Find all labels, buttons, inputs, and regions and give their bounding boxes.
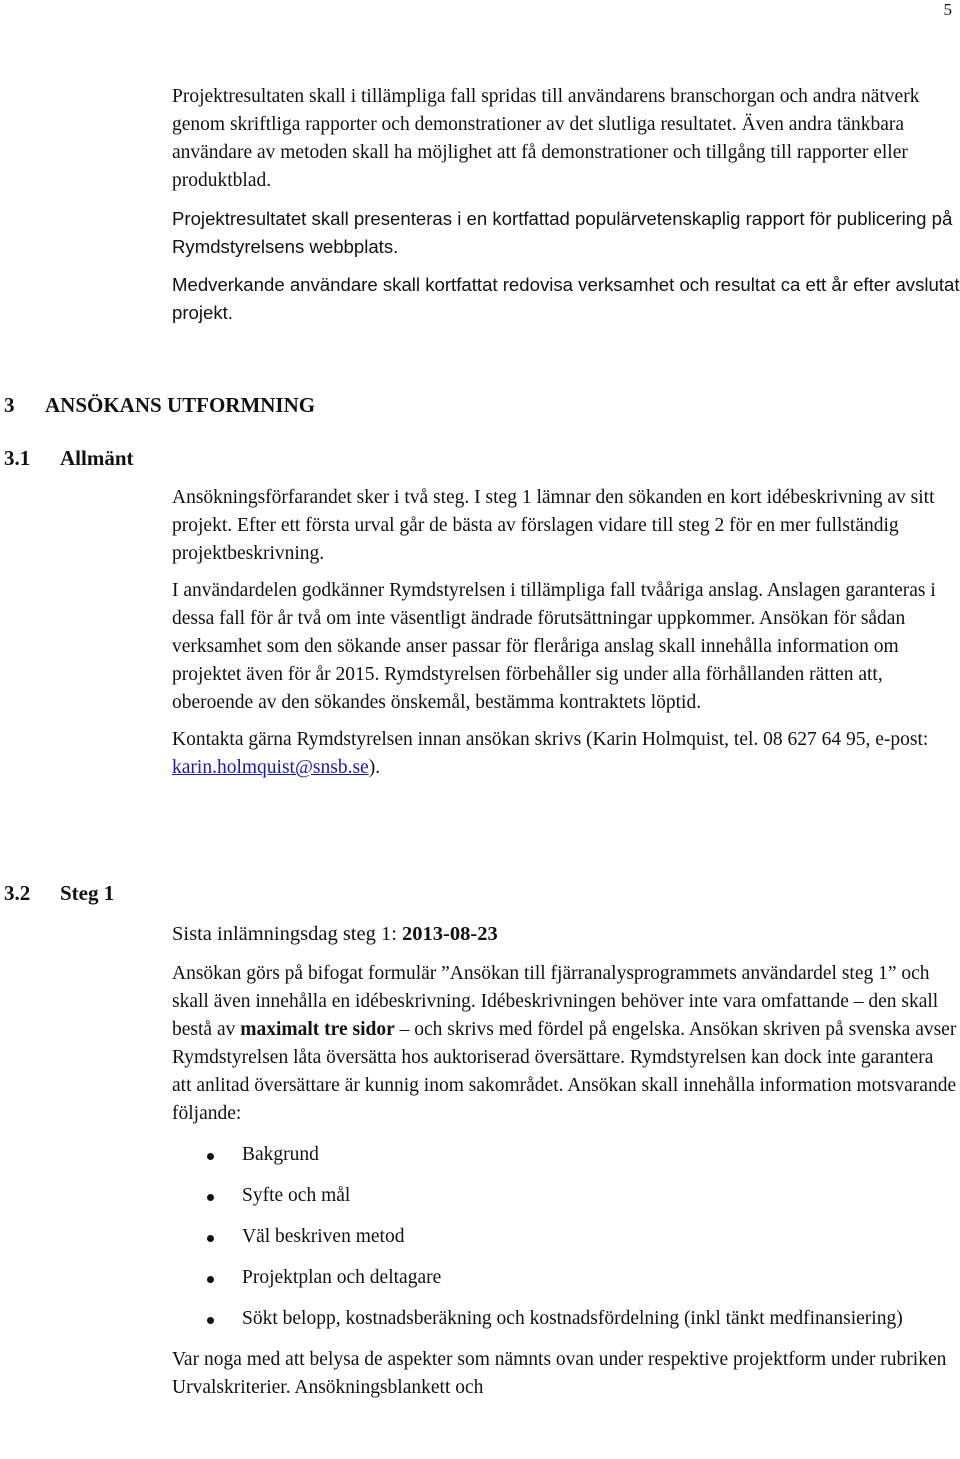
deadline-line <box>172 920 957 948</box>
page-limit-text: maximalt tre sidor <box>240 1019 395 1040</box>
contact-text: Kontakta gärna Rymdstyrelsen innan ansökan skrivs (Karin Holmquist, tel. 08 627 64 95, e-post: <box>172 729 929 750</box>
deadline-date: 2013-08-23 <box>402 923 498 945</box>
list-item: Projektplan och deltagare <box>172 1264 957 1292</box>
intro-paragraph-1: Projektresultaten skall i tillämpliga fall spridas till användarens branschorgan och andra nätverk genom skriftliga rapporter och demonstrationer av det slutliga resultatet. Även andra tänkbara användare av metoden skall ha möjlighet att få demonstrationer och tillgång till rapporter eller produktblad. <box>172 86 920 191</box>
contact-text-end: ). <box>368 757 381 778</box>
deadline-label: Sista inlämningsdag steg 1: <box>172 923 403 945</box>
list-item: Bakgrund <box>172 1141 957 1169</box>
section-3-heading <box>4 393 315 418</box>
intro-paragraph-2: Projektresultatet skall presenteras i en kortfattad populärvetenskaplig rapport för publicering på Rymdstyrelsens webbplats. <box>172 208 953 257</box>
bullet-icon <box>207 1317 214 1324</box>
section-3-1-number: 3.1 <box>4 446 31 470</box>
section-3-1-paragraph-2: I användardelen godkänner Rymdstyrelsen i tillämpliga fall tvååriga anslag. Anslagen garanteras i dessa fall för år två om inte väsentligt ändrade förutsättningar uppkommer. Ansökan för sådan verksamhet som den sökande anser passar för fleråriga anslag skall innehålla information om projektet även för år 2015. Rymdstyrelsen förbehåller sig under alla förhållanden rätten att, oberoende av den sökandes önskemål, bestämma kontraktets löptid. <box>172 580 936 713</box>
list-item: Sökt belopp, kostnadsberäkning och kostnadsfördelning (inkl tänkt medfinansiering) <box>172 1305 957 1333</box>
section-3-2-title: Steg 1 <box>60 881 115 905</box>
intro-block <box>172 83 960 327</box>
section-3-number: 3 <box>4 393 15 417</box>
list-item: Syfte och mål <box>172 1182 957 1210</box>
section-3-1-paragraph-3 <box>172 726 957 782</box>
bullet-icon <box>207 1235 214 1242</box>
application-text-start: Ansökan görs på bifogat formulär ”Ansökan till fjärranalysprogrammets användardel steg 1” och skall även innehålla en idébeskrivning. Idébeskrivningen behöver inte vara omfattande – den skall bestå av <box>172 963 939 1040</box>
section-3-1-paragraph-1: Ansökningsförfarandet sker i två steg. I steg 1 lämnar den sökanden en kort idébeskrivning av sitt projekt. Efter ett första urval går de bästa av förslagen vidare till steg 2 för en mer fullständig projektbeskrivning. <box>172 487 935 564</box>
section-3-title: ANSÖKANS UTFORMNING <box>45 393 316 417</box>
intro-paragraph-3: Medverkande användare skall kortfattat redovisa verksamhet och resultat ca ett år efter avslutat projekt. <box>172 274 960 323</box>
section-3-1-title: Allmänt <box>60 446 134 470</box>
bullet-icon <box>207 1194 214 1201</box>
bullet-icon <box>207 1276 214 1283</box>
list-item: Väl beskriven metod <box>172 1223 957 1251</box>
section-3-2-heading <box>4 881 114 906</box>
bullet-icon <box>207 1153 214 1160</box>
section-3-1-body <box>172 484 957 782</box>
section-3-2-number: 3.2 <box>4 881 31 905</box>
section-3-2-paragraph-1 <box>172 960 957 1128</box>
page-number: 5 <box>943 0 952 19</box>
section-3-2-paragraph-2: Var noga med att belysa de aspekter som nämnts ovan under respektive projektform under rubriken Urvalskriterier. Ansökningsblankett och <box>172 1349 947 1398</box>
section-3-2-body <box>172 920 957 1402</box>
required-content-list <box>172 1141 957 1333</box>
contact-email-link[interactable]: karin.holmquist@snsb.se <box>172 757 369 778</box>
section-3-1-heading <box>4 446 134 471</box>
application-text-end: – och skrivs med fördel på engelska. Ansökan skriven på svenska avser Rymdstyrelsen låta översätta hos auktoriserad översättare. Rymdstyrelsen kan dock inte garantera att anlitad översättare är kunnig inom sakområdet. Ansökan skall innehålla information motsvarande följande: <box>172 1019 957 1124</box>
